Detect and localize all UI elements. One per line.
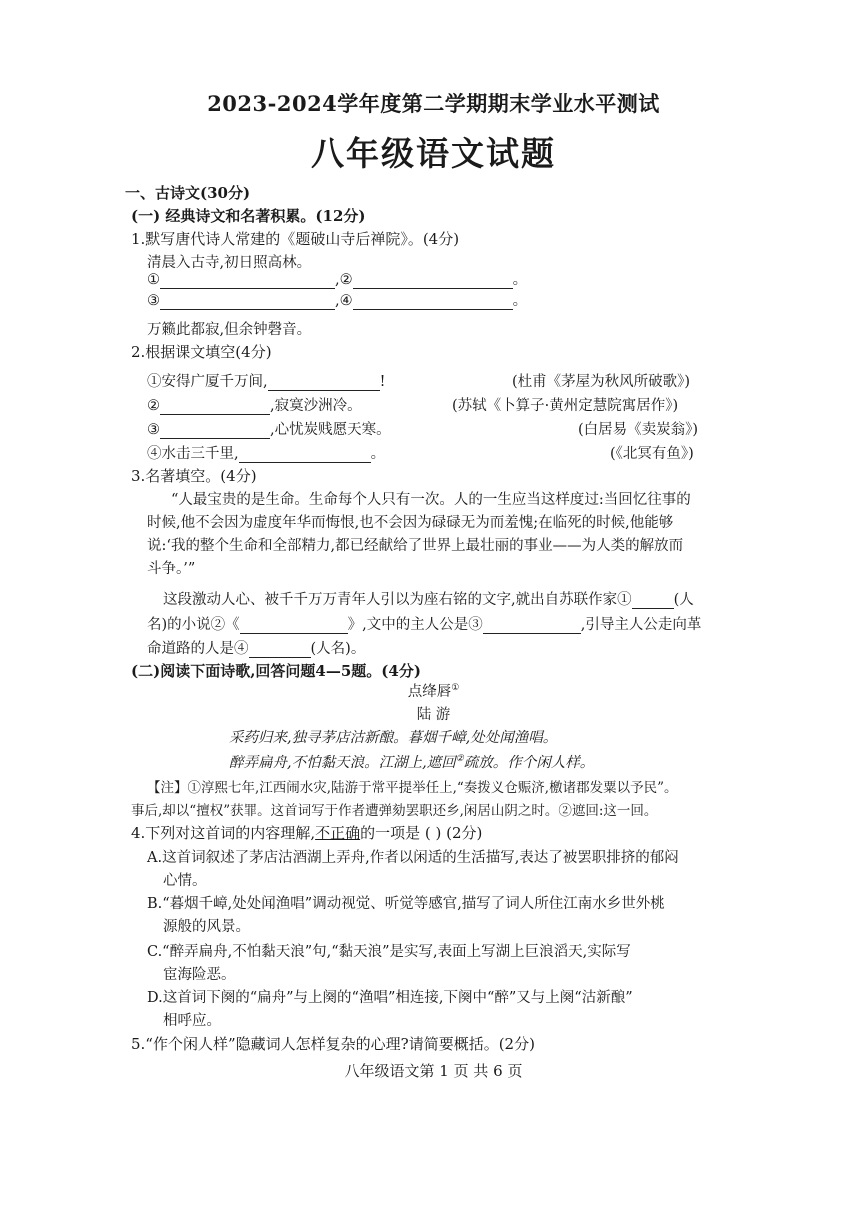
question-5-stem: 5.“作个闲人样”隐藏词人怎样复杂的心理?请简要概括。(2分) <box>131 1035 535 1053</box>
separator-2: ,② <box>335 272 353 288</box>
period-2: 。 <box>512 293 528 309</box>
para-3-text: 命道路的人是④ <box>147 641 249 657</box>
poem-line-1: 采药归来,独寻茅店沽新酿。暮烟千嶂,处处闻渔唱。 <box>229 730 558 746</box>
exam-subject-title: 八年级语文试题 <box>311 134 556 173</box>
item-2-marker: ② <box>147 398 160 414</box>
question-2-item-2 <box>147 394 362 415</box>
item-4-end: 。 <box>370 446 386 462</box>
citation-2: (苏轼《卜算子·黄州定慧院寓居作》) <box>452 398 679 414</box>
period-1: 。 <box>512 272 528 288</box>
option-B-line-1[interactable]: B.“暮烟千嶂,处处闻渔唱”调动视觉、听觉等感官,描写了词人所住江南水乡世外桃 <box>147 896 665 912</box>
poem-title-text: 点绛唇 <box>407 684 452 700</box>
para-2-text-b: 》,文中的主人公是③ <box>347 617 483 633</box>
option-A-line-2: 心情。 <box>163 873 207 889</box>
option-C-line-2: 宦海险恶。 <box>163 967 236 983</box>
question-1-stem: 1.默写唐代诗人常建的《题破山寺后禅院》。(4分) <box>131 230 460 248</box>
item-4-text: ④水击三千里, <box>147 446 239 462</box>
marker-1: ① <box>147 272 160 288</box>
note-line-2: 事后,却以“擅权”获罪。这首词写于作者遭弹劾罢职还乡,闲居山阴之时。②遮回:这一回。 <box>131 803 658 819</box>
q4-emphasis: 不正确 <box>315 824 361 842</box>
option-A-line-1[interactable]: A.这首词叙述了茅店沽酒湖上弄舟,作者以闲适的生活描写,表达了被罢职排挤的郁闷 <box>147 850 679 866</box>
poem-title <box>0 680 867 701</box>
question-1-blank-row-2 <box>147 289 527 310</box>
para-1-end: (人 <box>673 592 694 608</box>
question-4-stem <box>131 822 482 843</box>
item-1-text: ①安得广厦千万间, <box>147 374 268 390</box>
question-2-item-3 <box>147 418 391 439</box>
para-3-end: (人名)。 <box>310 641 366 657</box>
citation-4: (《北冥有鱼》) <box>610 446 694 462</box>
section-heading-poetry: 一、古诗文(30分) <box>125 184 251 202</box>
citation-3: (白居易《卖炭翁》) <box>578 422 699 438</box>
answer-blank-q2-4[interactable] <box>239 446 371 463</box>
para-1-text: 这段激动人心、被千千万万青年人引以为座右铭的文字,就出自苏联作家① <box>163 592 632 608</box>
question-3-stem: 3.名著填空。(4分) <box>131 467 257 485</box>
question-2-stem: 2.根据课文填空(4分) <box>131 343 272 361</box>
item-3-marker: ③ <box>147 422 160 438</box>
answer-blank-protagonist[interactable] <box>483 617 581 634</box>
poem-author: 陆 游 <box>416 707 451 723</box>
question-2-item-4 <box>147 442 385 463</box>
answer-blank-q2-1[interactable] <box>268 374 380 391</box>
exam-title: 2023-2024学年度第二学期期末学业水平测试 <box>207 91 660 116</box>
quote-line-2: 时候,他不会因为虚度年华而悔恨,也不会因为碌碌无为而羞愧;在临死的时候,他能够 <box>147 515 674 531</box>
page-footer: 八年级语文第 1 页 共 6 页 <box>344 1062 523 1080</box>
answer-blank-novel[interactable] <box>240 617 348 634</box>
poem-title-footnote-mark: ① <box>451 683 460 694</box>
q4-stem-a: 4.下列对这首词的内容理解, <box>131 824 316 842</box>
answer-blank-q2-3[interactable] <box>160 422 270 439</box>
poem-line-2 <box>229 751 594 772</box>
answer-blank-1[interactable] <box>160 272 335 289</box>
q4-stem-b: 的一项是 ( ) (2分) <box>360 824 483 842</box>
note-line-1: 【注】①淳熙七年,江西闹水灾,陆游于常平提举任上,“奏拨义仓赈济,檄诸郡发粟以予民”。 <box>147 780 678 796</box>
subsection-heading-accumulation: (一) 经典诗文和名著积累。(12分) <box>131 207 366 225</box>
option-D-line-2: 相呼应。 <box>163 1013 221 1029</box>
para-2-text-a: 名)的小说②《 <box>147 617 240 633</box>
answer-blank-author[interactable] <box>632 592 674 609</box>
poem-footnote-mark-2: ② <box>455 754 464 765</box>
quote-line-1: “人最宝贵的是生命。生命每个人只有一次。人的一生应当这样度过:当回忆往事的 <box>171 492 691 508</box>
answer-blank-3[interactable] <box>160 293 335 310</box>
question-2-item-1 <box>147 370 385 391</box>
quote-line-4: 斗争。’” <box>147 561 196 577</box>
separator-4: ,④ <box>335 293 353 309</box>
item-1-end: ! <box>379 374 386 390</box>
subsection-heading-reading: (二)阅读下面诗歌,回答问题4—5题。(4分) <box>131 662 421 680</box>
item-3-text: ,心忧炭贱愿天寒。 <box>270 422 391 438</box>
marker-3: ③ <box>147 293 160 309</box>
citation-1: (杜甫《茅屋为秋风所破歌》) <box>512 374 691 390</box>
question-3-para-line-2 <box>147 613 701 634</box>
question-3-para-line-3 <box>147 637 365 658</box>
para-2-text-c: ,引导主人公走向革 <box>580 617 702 633</box>
quote-line-3: 说:‘我的整个生命和全部精力,都已经献给了世界上最壮丽的事业——为人类的解放而 <box>147 538 684 554</box>
option-C-line-1[interactable]: C.“醉弄扁舟,不怕黏天浪”句,“黏天浪”是实写,表面上写湖上巨浪滔天,实际写 <box>147 944 631 960</box>
answer-blank-2[interactable] <box>353 272 513 289</box>
poem-line-given-2: 万籁此都寂,但余钟磬音。 <box>147 322 312 338</box>
question-1-blank-row-1 <box>147 268 527 289</box>
answer-blank-4[interactable] <box>353 293 513 310</box>
option-D-line-1[interactable]: D.这首词下阕的“扁舟”与上阕的“渔唱”相连接,下阕中“醉”又与上阕“沽新酿” <box>147 990 633 1006</box>
option-B-line-2: 源般的风景。 <box>163 919 250 935</box>
answer-blank-mentor[interactable] <box>249 641 311 658</box>
poem-line-2-b: 疏放。作个闲人样。 <box>463 755 595 771</box>
question-3-para-line-1 <box>163 588 694 609</box>
answer-blank-q2-2[interactable] <box>160 398 270 415</box>
poem-line-2-a: 醉弄扁舟,不怕黏天浪。江湖上,遮回 <box>229 755 456 771</box>
item-2-text: ,寂寞沙洲冷。 <box>270 398 362 414</box>
poem-line-given-1: 清晨入古寺,初日照高林。 <box>147 255 312 271</box>
